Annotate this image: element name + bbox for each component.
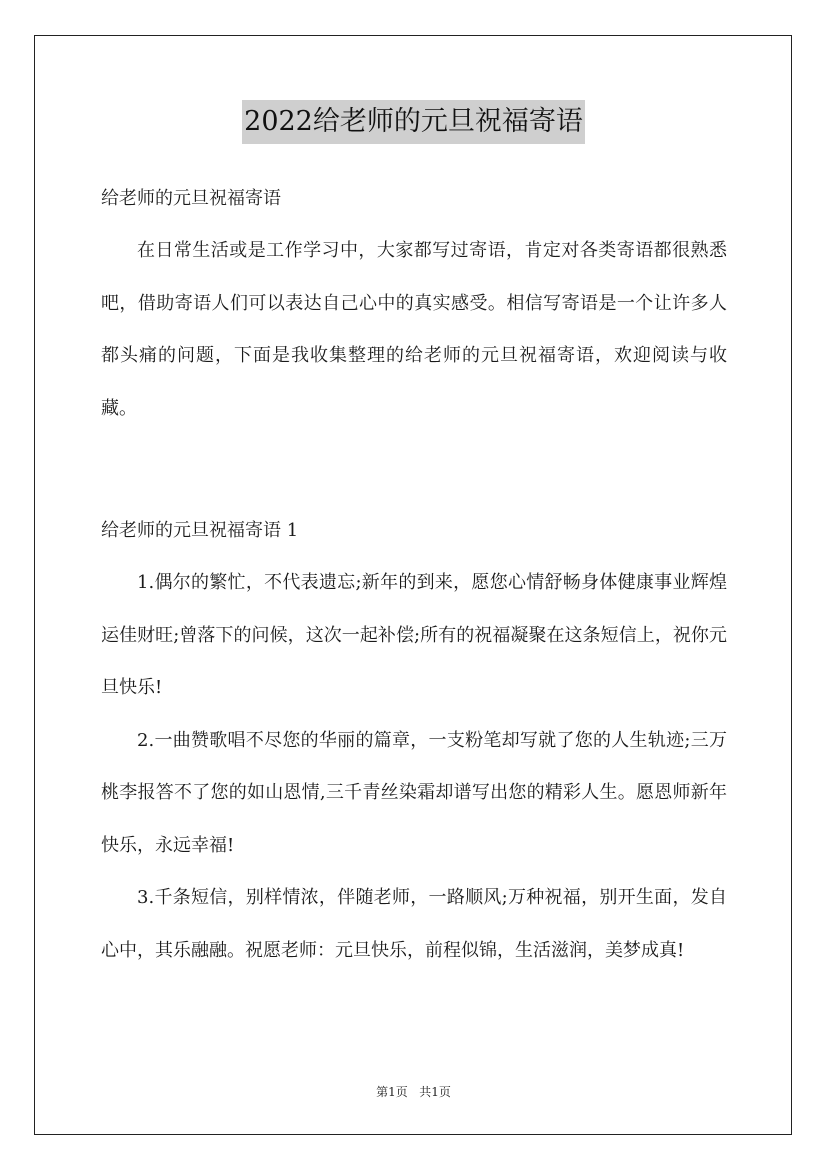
section-gap bbox=[101, 435, 727, 505]
document-title: 2022给老师的元旦祝福寄语 bbox=[242, 100, 585, 144]
document-body bbox=[101, 173, 727, 977]
page-number: 第1页 共1页 bbox=[376, 1085, 451, 1099]
list-item: 2.一曲赞歌唱不尽您的华丽的篇章，一支粉笔却写就了您的人生轨迹;三万桃李报答不了您的如山恩情,三千青丝染霜却谱写出您的精彩人生。愿恩师新年快乐，永远幸福! bbox=[101, 729, 727, 856]
subtitle: 给老师的元旦祝福寄语 bbox=[101, 188, 281, 209]
section-heading: 给老师的元旦祝福寄语 1 bbox=[101, 520, 299, 541]
intro-paragraph: 在日常生活或是工作学习中，大家都写过寄语，肯定对各类寄语都很熟悉吧，借助寄语人们可以表达自己心中的真实感受。相信写寄语是一个让许多人都头痛的问题，下面是我收集整理的给老师的元旦祝福寄语，欢迎阅读与收藏。 bbox=[101, 240, 727, 419]
title-container bbox=[0, 100, 827, 144]
list-item: 1.偶尔的繁忙，不代表遗忘;新年的到来，愿您心情舒畅身体健康事业辉煌运佳财旺;曾落下的问候，这次一起补偿;所有的祝福凝聚在这条短信上，祝你元旦快乐! bbox=[101, 572, 727, 698]
list-item: 3.千条短信，别样情浓，伴随老师，一路顺风;万种祝福，别开生面，发自心中，其乐融融。祝愿老师：元旦快乐，前程似锦，生活滋润，美梦成真! bbox=[101, 887, 727, 961]
